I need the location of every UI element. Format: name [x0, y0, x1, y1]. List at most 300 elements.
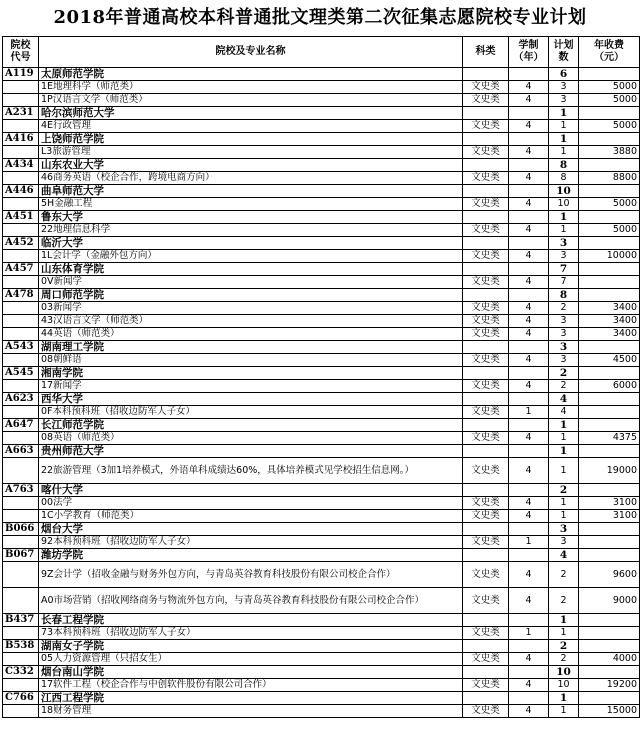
fee-cell: [579, 237, 640, 250]
major-name-cell: 4E行政管理: [39, 120, 463, 133]
school-name-cell: 上饶师范学院: [39, 133, 463, 146]
code-cell: [3, 94, 39, 107]
plan-cell: 3: [549, 523, 579, 536]
school-code-cell: A623: [3, 393, 39, 406]
major-row: [3, 536, 640, 549]
plan-cell: 8: [549, 172, 579, 185]
school-row: [3, 614, 640, 627]
major-name-cell: 0F本科预科班（招收边防军人子女）: [39, 406, 463, 419]
school-name-cell: 烟台南山学院: [39, 666, 463, 679]
plan-cell: 1: [549, 120, 579, 133]
subject-cell: [463, 107, 509, 120]
fee-cell: 4500: [579, 354, 640, 367]
years-cell: [509, 107, 549, 120]
code-cell: [3, 198, 39, 211]
school-name-cell: 西华大学: [39, 393, 463, 406]
years-cell: [509, 523, 549, 536]
table-header-row: [3, 37, 640, 68]
years-cell: [509, 289, 549, 302]
school-code-cell: A434: [3, 159, 39, 172]
subject-cell: 文史类: [463, 315, 509, 328]
major-row: [3, 354, 640, 367]
code-cell: [3, 432, 39, 445]
header-name: 院校及专业名称: [39, 37, 463, 68]
years-cell: 4: [509, 302, 549, 315]
code-cell: [3, 120, 39, 133]
major-row: [3, 250, 640, 263]
subject-cell: 文史类: [463, 328, 509, 341]
years-cell: [509, 263, 549, 276]
years-cell: [509, 185, 549, 198]
school-code-cell: B538: [3, 640, 39, 653]
plan-cell: 1: [549, 224, 579, 237]
major-row: [3, 302, 640, 315]
major-row: [3, 328, 640, 341]
major-row: [3, 627, 640, 640]
plan-cell: 3: [549, 250, 579, 263]
fee-cell: 5000: [579, 94, 640, 107]
school-code-cell: B437: [3, 614, 39, 627]
fee-cell: 9000: [579, 588, 640, 614]
subject-cell: [463, 484, 509, 497]
plan-cell: 3: [549, 81, 579, 94]
subject-cell: 文史类: [463, 276, 509, 289]
major-row: [3, 315, 640, 328]
subject-cell: 文史类: [463, 705, 509, 718]
plan-cell: 1: [549, 692, 579, 705]
code-cell: [3, 172, 39, 185]
major-name-cell: 44英语（师范类）: [39, 328, 463, 341]
school-row: [3, 185, 640, 198]
fee-cell: 3100: [579, 510, 640, 523]
subject-cell: [463, 263, 509, 276]
school-name-cell: 哈尔滨师范大学: [39, 107, 463, 120]
fee-cell: [579, 276, 640, 289]
years-cell: 4: [509, 198, 549, 211]
school-code-cell: A478: [3, 289, 39, 302]
major-name-cell: 46商务英语（校企合作，跨境电商方向）: [39, 172, 463, 185]
years-cell: 4: [509, 354, 549, 367]
school-name-cell: 江西工程学院: [39, 692, 463, 705]
years-cell: 4: [509, 653, 549, 666]
fee-cell: [579, 666, 640, 679]
code-cell: [3, 81, 39, 94]
fee-cell: [579, 445, 640, 458]
code-cell: [3, 354, 39, 367]
major-name-cell: L3旅游管理: [39, 146, 463, 159]
school-code-cell: B066: [3, 523, 39, 536]
code-cell: [3, 302, 39, 315]
plan-cell: 2: [549, 588, 579, 614]
school-code-cell: A452: [3, 237, 39, 250]
plan-cell: 4: [549, 406, 579, 419]
fee-cell: [579, 484, 640, 497]
plan-cell: 1: [549, 445, 579, 458]
years-cell: [509, 666, 549, 679]
years-cell: 1: [509, 627, 549, 640]
plan-cell: 3: [549, 237, 579, 250]
school-row: [3, 393, 640, 406]
school-code-cell: A416: [3, 133, 39, 146]
fee-cell: 3400: [579, 315, 640, 328]
school-name-cell: 湖南理工学院: [39, 341, 463, 354]
subject-cell: [463, 666, 509, 679]
school-row: [3, 419, 640, 432]
years-cell: 4: [509, 432, 549, 445]
code-cell: [3, 536, 39, 549]
fee-cell: [579, 692, 640, 705]
subject-cell: 文史类: [463, 536, 509, 549]
major-row: [3, 458, 640, 484]
years-cell: 4: [509, 224, 549, 237]
years-cell: [509, 419, 549, 432]
years-cell: [509, 549, 549, 562]
fee-cell: 9600: [579, 562, 640, 588]
years-cell: 4: [509, 497, 549, 510]
school-row: [3, 341, 640, 354]
fee-cell: 5000: [579, 198, 640, 211]
years-cell: 4: [509, 458, 549, 484]
subject-cell: [463, 640, 509, 653]
years-cell: 4: [509, 380, 549, 393]
school-code-cell: A545: [3, 367, 39, 380]
school-row: [3, 445, 640, 458]
subject-cell: [463, 445, 509, 458]
major-name-cell: 00法学: [39, 497, 463, 510]
code-cell: [3, 315, 39, 328]
header-code: 院校 代号: [3, 37, 39, 68]
years-cell: 4: [509, 81, 549, 94]
school-code-cell: A231: [3, 107, 39, 120]
subject-cell: 文史类: [463, 380, 509, 393]
plan-cell: 1: [549, 133, 579, 146]
code-cell: [3, 679, 39, 692]
subject-cell: [463, 523, 509, 536]
plan-cell: 2: [549, 653, 579, 666]
fee-cell: 19000: [579, 458, 640, 484]
major-name-cell: 0V新闻学: [39, 276, 463, 289]
subject-cell: [463, 289, 509, 302]
plan-cell: 8: [549, 159, 579, 172]
subject-cell: 文史类: [463, 406, 509, 419]
plan-cell: 2: [549, 380, 579, 393]
major-name-cell: 05人力资源管理（只招女生）: [39, 653, 463, 666]
subject-cell: 文史类: [463, 302, 509, 315]
subject-cell: [463, 237, 509, 250]
years-cell: [509, 68, 549, 81]
subject-cell: [463, 393, 509, 406]
plan-cell: 3: [549, 328, 579, 341]
major-name-cell: 1P汉语言文学（师范类）: [39, 94, 463, 107]
years-cell: 4: [509, 146, 549, 159]
subject-cell: [463, 185, 509, 198]
code-cell: [3, 250, 39, 263]
major-name-cell: 1L会计学（金融外包方向）: [39, 250, 463, 263]
major-name-cell: 1C小学教育（师范类）: [39, 510, 463, 523]
years-cell: [509, 614, 549, 627]
years-cell: 4: [509, 276, 549, 289]
major-name-cell: 22旅游管理（3加1培养模式，外语单科成绩达60%，具体培养模式见学校招生信息网。）: [39, 458, 463, 484]
school-row: [3, 692, 640, 705]
school-row: [3, 367, 640, 380]
school-name-cell: 鲁东大学: [39, 211, 463, 224]
years-cell: [509, 445, 549, 458]
major-name-cell: 5H金融工程: [39, 198, 463, 211]
school-row: [3, 237, 640, 250]
years-cell: 4: [509, 120, 549, 133]
school-name-cell: 烟台大学: [39, 523, 463, 536]
fee-cell: 3880: [579, 146, 640, 159]
major-name-cell: 43汉语言文学（师范类）: [39, 315, 463, 328]
years-cell: [509, 692, 549, 705]
plan-cell: 3: [549, 536, 579, 549]
school-row: [3, 289, 640, 302]
plan-cell: 1: [549, 432, 579, 445]
subject-cell: 文史类: [463, 224, 509, 237]
school-name-cell: 周口师范学院: [39, 289, 463, 302]
subject-cell: [463, 614, 509, 627]
fee-cell: [579, 627, 640, 640]
subject-cell: 文史类: [463, 94, 509, 107]
plan-cell: 10: [549, 185, 579, 198]
fee-cell: 5000: [579, 120, 640, 133]
fee-cell: [579, 107, 640, 120]
plan-cell: 2: [549, 367, 579, 380]
school-row: [3, 549, 640, 562]
code-cell: [3, 497, 39, 510]
major-row: [3, 172, 640, 185]
subject-cell: 文史类: [463, 146, 509, 159]
school-code-cell: C766: [3, 692, 39, 705]
years-cell: 4: [509, 315, 549, 328]
subject-cell: [463, 68, 509, 81]
major-row: [3, 81, 640, 94]
code-cell: [3, 510, 39, 523]
school-name-cell: 曲阜师范大学: [39, 185, 463, 198]
plan-cell: 2: [549, 484, 579, 497]
fee-cell: 4000: [579, 653, 640, 666]
header-years: 学制 （年）: [509, 37, 549, 68]
subject-cell: [463, 692, 509, 705]
fee-cell: [579, 640, 640, 653]
major-row: [3, 562, 640, 588]
plan-cell: 2: [549, 640, 579, 653]
major-name-cell: 17软件工程（校企合作与中创软件股份有限公司合作）: [39, 679, 463, 692]
major-row: [3, 406, 640, 419]
code-cell: [3, 276, 39, 289]
plan-cell: 1: [549, 705, 579, 718]
school-row: [3, 107, 640, 120]
plan-cell: 2: [549, 302, 579, 315]
fee-cell: [579, 367, 640, 380]
subject-cell: [463, 419, 509, 432]
fee-cell: [579, 536, 640, 549]
plan-cell: 10: [549, 679, 579, 692]
years-cell: [509, 211, 549, 224]
plan-cell: 1: [549, 419, 579, 432]
major-name-cell: 22地理信息科学: [39, 224, 463, 237]
major-name-cell: A0市场营销（招收网络商务与物流外包方向，与青岛英谷教育科技股份有限公司校企合作）: [39, 588, 463, 614]
fee-cell: 10000: [579, 250, 640, 263]
subject-cell: 文史类: [463, 588, 509, 614]
school-row: [3, 640, 640, 653]
plan-cell: 1: [549, 146, 579, 159]
major-name-cell: 73本科预科班（招收边防军人子女）: [39, 627, 463, 640]
plan-cell: 1: [549, 510, 579, 523]
code-cell: [3, 562, 39, 588]
subject-cell: 文史类: [463, 120, 509, 133]
school-code-cell: A451: [3, 211, 39, 224]
subject-cell: [463, 133, 509, 146]
fee-cell: 3400: [579, 302, 640, 315]
plan-cell: 1: [549, 627, 579, 640]
school-row: [3, 133, 640, 146]
fee-cell: [579, 263, 640, 276]
school-name-cell: 长江师范学院: [39, 419, 463, 432]
code-cell: [3, 406, 39, 419]
major-name-cell: 92本科预科班（招收边防军人子女）: [39, 536, 463, 549]
subject-cell: 文史类: [463, 81, 509, 94]
subject-cell: 文史类: [463, 562, 509, 588]
years-cell: [509, 237, 549, 250]
school-row: [3, 263, 640, 276]
school-row: [3, 523, 640, 536]
subject-cell: [463, 367, 509, 380]
major-row: [3, 120, 640, 133]
subject-cell: 文史类: [463, 432, 509, 445]
fee-cell: 15000: [579, 705, 640, 718]
major-row: [3, 146, 640, 159]
subject-cell: 文史类: [463, 172, 509, 185]
fee-cell: [579, 133, 640, 146]
subject-cell: 文史类: [463, 497, 509, 510]
major-row: [3, 432, 640, 445]
fee-cell: [579, 159, 640, 172]
school-code-cell: A543: [3, 341, 39, 354]
years-cell: 1: [509, 536, 549, 549]
school-row: [3, 211, 640, 224]
major-row: [3, 588, 640, 614]
fee-cell: [579, 523, 640, 536]
school-code-cell: A119: [3, 68, 39, 81]
fee-cell: 19200: [579, 679, 640, 692]
school-name-cell: 贵州师范大学: [39, 445, 463, 458]
fee-cell: [579, 211, 640, 224]
years-cell: 4: [509, 250, 549, 263]
plan-cell: 8: [549, 289, 579, 302]
plan-cell: 3: [549, 315, 579, 328]
fee-cell: 6000: [579, 380, 640, 393]
plan-cell: 7: [549, 263, 579, 276]
plan-cell: 3: [549, 94, 579, 107]
plan-cell: 4: [549, 393, 579, 406]
code-cell: [3, 224, 39, 237]
fee-cell: 8800: [579, 172, 640, 185]
major-name-cell: 08英语（师范类）: [39, 432, 463, 445]
major-name-cell: 18财务管理: [39, 705, 463, 718]
fee-cell: [579, 406, 640, 419]
school-name-cell: 湘南学院: [39, 367, 463, 380]
code-cell: [3, 705, 39, 718]
code-cell: [3, 653, 39, 666]
subject-cell: 文史类: [463, 198, 509, 211]
code-cell: [3, 458, 39, 484]
school-row: [3, 484, 640, 497]
subject-cell: 文史类: [463, 354, 509, 367]
school-name-cell: 太原师范学院: [39, 68, 463, 81]
school-code-cell: A647: [3, 419, 39, 432]
major-row: [3, 94, 640, 107]
fee-cell: [579, 614, 640, 627]
plan-cell: 7: [549, 276, 579, 289]
fee-cell: [579, 419, 640, 432]
major-row: [3, 705, 640, 718]
school-name-cell: 喀什大学: [39, 484, 463, 497]
table-body: [3, 68, 640, 718]
major-name-cell: 03新闻学: [39, 302, 463, 315]
fee-cell: [579, 393, 640, 406]
major-row: [3, 224, 640, 237]
major-row: [3, 653, 640, 666]
years-cell: 4: [509, 588, 549, 614]
subject-cell: 文史类: [463, 627, 509, 640]
fee-cell: [579, 185, 640, 198]
subject-cell: [463, 159, 509, 172]
school-code-cell: A457: [3, 263, 39, 276]
subject-cell: 文史类: [463, 250, 509, 263]
fee-cell: [579, 549, 640, 562]
major-name-cell: 9Z会计学（招收金融与财务外包方向，与青岛英谷教育科技股份有限公司校企合作）: [39, 562, 463, 588]
fee-cell: [579, 289, 640, 302]
plan-cell: 1: [549, 497, 579, 510]
major-row: [3, 276, 640, 289]
code-cell: [3, 627, 39, 640]
major-row: [3, 380, 640, 393]
school-name-cell: 湖南女子学院: [39, 640, 463, 653]
plan-cell: 1: [549, 458, 579, 484]
fee-cell: 3100: [579, 497, 640, 510]
school-code-cell: A663: [3, 445, 39, 458]
plan-cell: 10: [549, 666, 579, 679]
major-row: [3, 679, 640, 692]
subject-cell: [463, 341, 509, 354]
subject-cell: 文史类: [463, 510, 509, 523]
major-name-cell: 08朝鲜语: [39, 354, 463, 367]
school-row: [3, 666, 640, 679]
school-name-cell: 临沂大学: [39, 237, 463, 250]
code-cell: [3, 146, 39, 159]
school-name-cell: 山东农业大学: [39, 159, 463, 172]
school-name-cell: 山东体育学院: [39, 263, 463, 276]
plan-cell: 1: [549, 211, 579, 224]
years-cell: 1: [509, 406, 549, 419]
code-cell: [3, 588, 39, 614]
fee-cell: 5000: [579, 224, 640, 237]
years-cell: [509, 367, 549, 380]
header-plan: 计划 数: [549, 37, 579, 68]
major-row: [3, 497, 640, 510]
years-cell: [509, 393, 549, 406]
years-cell: [509, 341, 549, 354]
years-cell: [509, 133, 549, 146]
fee-cell: 3400: [579, 328, 640, 341]
school-code-cell: A446: [3, 185, 39, 198]
subject-cell: [463, 211, 509, 224]
enrollment-plan-table: [2, 36, 640, 718]
header-subject: 科类: [463, 37, 509, 68]
school-code-cell: B067: [3, 549, 39, 562]
subject-cell: [463, 549, 509, 562]
